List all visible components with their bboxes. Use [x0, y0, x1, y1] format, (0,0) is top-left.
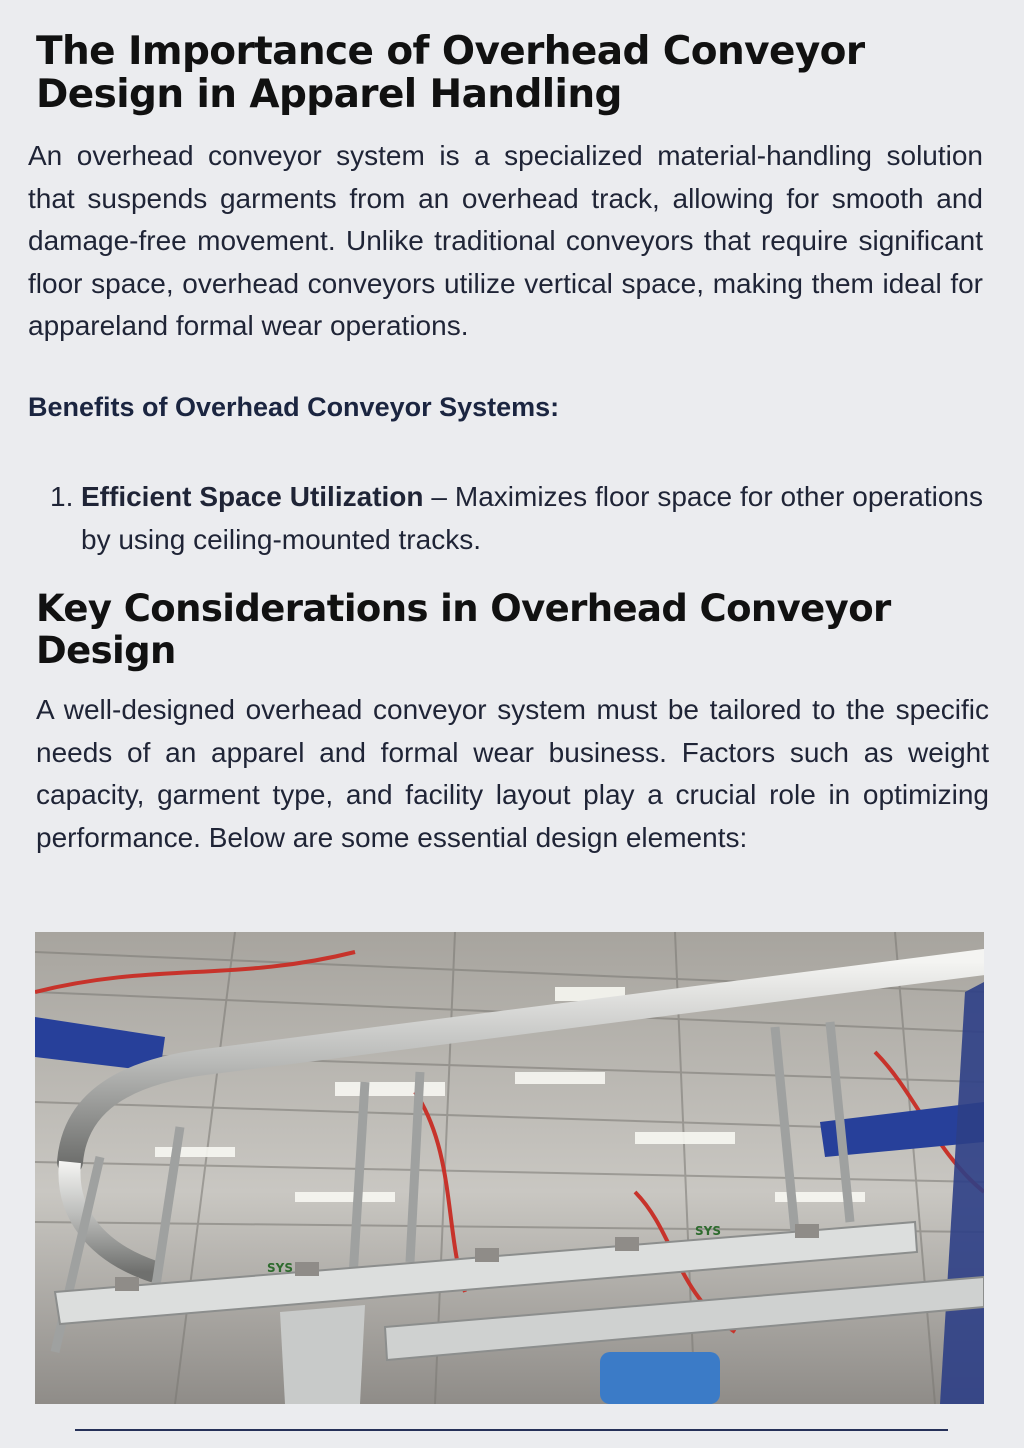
- list-item-text: – Maximizes floor space for other operations by using ceiling-mounted tracks.: [81, 481, 984, 555]
- list-item: [28, 476, 983, 561]
- list-number: 1.: [50, 481, 74, 512]
- section-paragraph: A well-designed overhead conveyor system must be tailored to the specific needs of an apparel and formal wear business. Factors such as weight capacity, garment type, and facility layout play a crucial role in optimizing performance. Below are some essential design elements:: [36, 694, 989, 853]
- rack-label-right: SYS: [695, 1224, 721, 1238]
- benefits-heading: Benefits of Overhead Conveyor Systems:: [28, 392, 560, 422]
- bottom-divider: [75, 1429, 948, 1431]
- section-heading: Key Considerations in Overhead Conveyor Design: [36, 587, 891, 672]
- benefits-list: [28, 476, 983, 561]
- rack-label-left: SYS: [267, 1261, 293, 1275]
- intro-paragraph: An overhead conveyor system is a specialized material-handling solution that suspends garments from an overhead track, allowing for smooth and damage-free movement. Unlike traditional conveyors that require significant floor space, overhead conveyors utilize vertical space, making them ideal for appareland formal wear operations.: [28, 140, 983, 341]
- conveyor-photo: [35, 932, 984, 1404]
- page-title: The Importance of Overhead Conveyor Design in Apparel Handling: [36, 29, 865, 117]
- list-item-title: Efficient Space Utilization: [81, 481, 424, 512]
